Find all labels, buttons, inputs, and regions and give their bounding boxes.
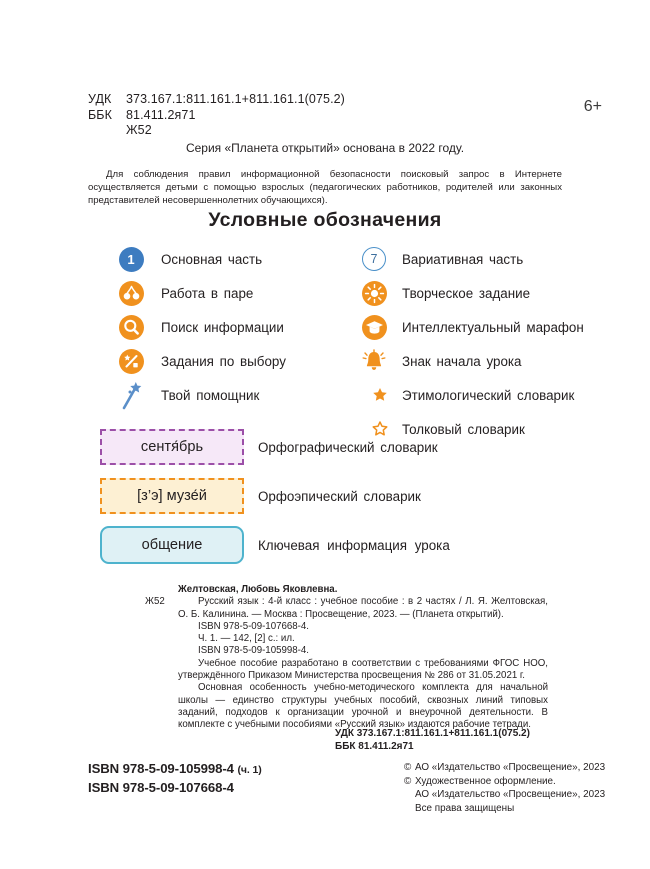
- footer-isbn-2: ISBN 978-5-09-107668-4: [88, 780, 234, 795]
- dictionary-row-key-info: [100, 526, 450, 564]
- copyright-line: [404, 761, 634, 775]
- copyright-text: АО «Издательство «Просвещение», 2023: [415, 762, 606, 773]
- orthoepic-label: Орфоэпический словарик: [258, 488, 421, 504]
- legend-label: Этимологический словарик: [402, 387, 575, 403]
- footer-isbn-1-part: (ч. 1): [237, 764, 262, 776]
- copyright-line: [404, 802, 634, 816]
- legend-label: Основная часть: [161, 251, 263, 267]
- page-title: Условные обозначения: [208, 209, 442, 231]
- catalog-code-biblio: Ж52: [145, 596, 165, 608]
- legend-section: [0, 243, 650, 437]
- legend-label: Вариативная часть: [402, 251, 524, 267]
- legend-label: Толковый словарик: [402, 421, 525, 437]
- list-item: [117, 243, 357, 275]
- key-info-word-box: общение: [100, 526, 244, 564]
- udk-label: УДК: [88, 92, 112, 106]
- dictionary-row-orthographic: [100, 429, 438, 465]
- dictionary-row-orthoepic: [100, 478, 421, 514]
- cherries-icon: [117, 279, 145, 307]
- list-item: [360, 277, 640, 309]
- biblio-isbn-part: ISBN 978-5-09-105998-4.: [198, 645, 309, 657]
- biblio-author: Желтовская, Любовь Яковлевна.: [178, 584, 338, 595]
- biblio-isbn-full: ISBN 978-5-09-107668-4.: [198, 620, 309, 632]
- biblio-note-features: Основная особенность учебно-методического комплекта для начальной школы — единство структуры учебных пособий, сквозных линий типовых заданий, подходов к организации урочной и внеурочной деятельности. В комплекте с учебными пособиями «Русский язык» издаются рабочие тетради.: [178, 682, 548, 731]
- copyright-text: Все права защищены: [415, 802, 515, 814]
- footer-isbn-1: ISBN 978-5-09-105998-4: [88, 761, 234, 776]
- series-line: Серия «Планета открытий» основана в 2022 году.: [185, 141, 465, 155]
- orthographic-label: Орфографический словарик: [258, 439, 438, 455]
- biblio-note-standards: Учебное пособие разработано в соответствии с требованиями ФГОС НОО, утверждённого Приказом Министерства просвещения № 286 от 31.05.2021 г.: [178, 657, 548, 682]
- copyright-block: [404, 761, 634, 815]
- bottom-bbk-line: ББК 81.411.2я71: [335, 741, 414, 752]
- circle-number-blue-icon: [117, 245, 145, 273]
- list-item: [117, 345, 357, 377]
- bibliographic-record: [145, 584, 548, 732]
- udk-value: 373.167.1:811.161.1+811.161.1(075.2): [126, 92, 345, 106]
- bottom-catalog-codes: [335, 727, 530, 753]
- legend-badge-number: 7: [362, 247, 386, 271]
- percent-icon: [117, 347, 145, 375]
- copyright-symbol: ©: [404, 775, 412, 787]
- list-item: [360, 243, 640, 275]
- age-rating-mark: 6+: [583, 98, 602, 115]
- bbk-row: [88, 108, 345, 124]
- list-item: [360, 311, 640, 343]
- copyright-line: [404, 788, 634, 802]
- orthoepic-word-box: [з’э] музе́й: [100, 478, 244, 514]
- magnifier-icon: [117, 313, 145, 341]
- catalog-code-top: Ж52: [126, 123, 152, 137]
- catalog-codes: [88, 92, 345, 139]
- orthographic-word-box: сентя́брь: [100, 429, 244, 465]
- legend-label: Интеллектуальный марафон: [402, 319, 584, 335]
- bbk-value: 81.411.2я71: [126, 107, 196, 122]
- magic-wand-icon: [117, 381, 145, 409]
- copyright-text: Художественное оформление.: [415, 775, 556, 787]
- legend-label: Работа в паре: [161, 285, 254, 301]
- bell-icon: [360, 347, 388, 375]
- list-item: [117, 277, 357, 309]
- legend-label: Знак начала урока: [402, 353, 522, 369]
- legend-badge-number: 1: [119, 247, 144, 272]
- udk-row: [88, 92, 345, 108]
- circle-number-outline-icon: [360, 245, 388, 273]
- sun-icon: [360, 279, 388, 307]
- legend-right-column: [360, 243, 640, 447]
- copyright-line: [404, 775, 634, 789]
- legend-label: Поиск информации: [161, 319, 284, 335]
- legend-label: Творческое задание: [402, 285, 531, 301]
- bbk-label: ББК: [88, 107, 112, 122]
- legend-label: Твой помощник: [161, 387, 260, 403]
- footer-isbn-block: [88, 760, 262, 797]
- biblio-description: Русский язык : 4-й класс : учебное пособие : в 2 частях / Л. Я. Желтовская, О. Б. Калинина. — Москва : Просвещение, 2023. — (Планета открытий).: [178, 596, 548, 620]
- copyright-text: АО «Издательство «Просвещение», 2023: [415, 789, 606, 801]
- copyright-symbol: ©: [404, 762, 412, 773]
- graduation-cap-icon: [360, 313, 388, 341]
- list-item: [360, 345, 640, 377]
- list-item: [117, 311, 357, 343]
- list-item: [360, 379, 640, 411]
- footer-isbn-row-1: [88, 760, 262, 779]
- legend-label: Задания по выбору: [161, 353, 286, 369]
- list-item: [117, 379, 357, 411]
- legend-left-column: [117, 243, 357, 413]
- bottom-udk-line: УДК 373.167.1:811.161.1+811.161.1(075.2): [335, 728, 530, 739]
- safety-note: Для соблюдения правил информационной безопасности поисковый запрос в Интернете осуществляется детьми с помощью взрослых (педагогических работников, родителей или законных представителей несовершеннолетних обучающихся).: [88, 169, 562, 207]
- star-filled-icon: [360, 381, 388, 409]
- key-info-label: Ключевая информация урока: [258, 537, 450, 553]
- biblio-part-info: Ч. 1. — 142, [2] с.: ил.: [198, 633, 295, 645]
